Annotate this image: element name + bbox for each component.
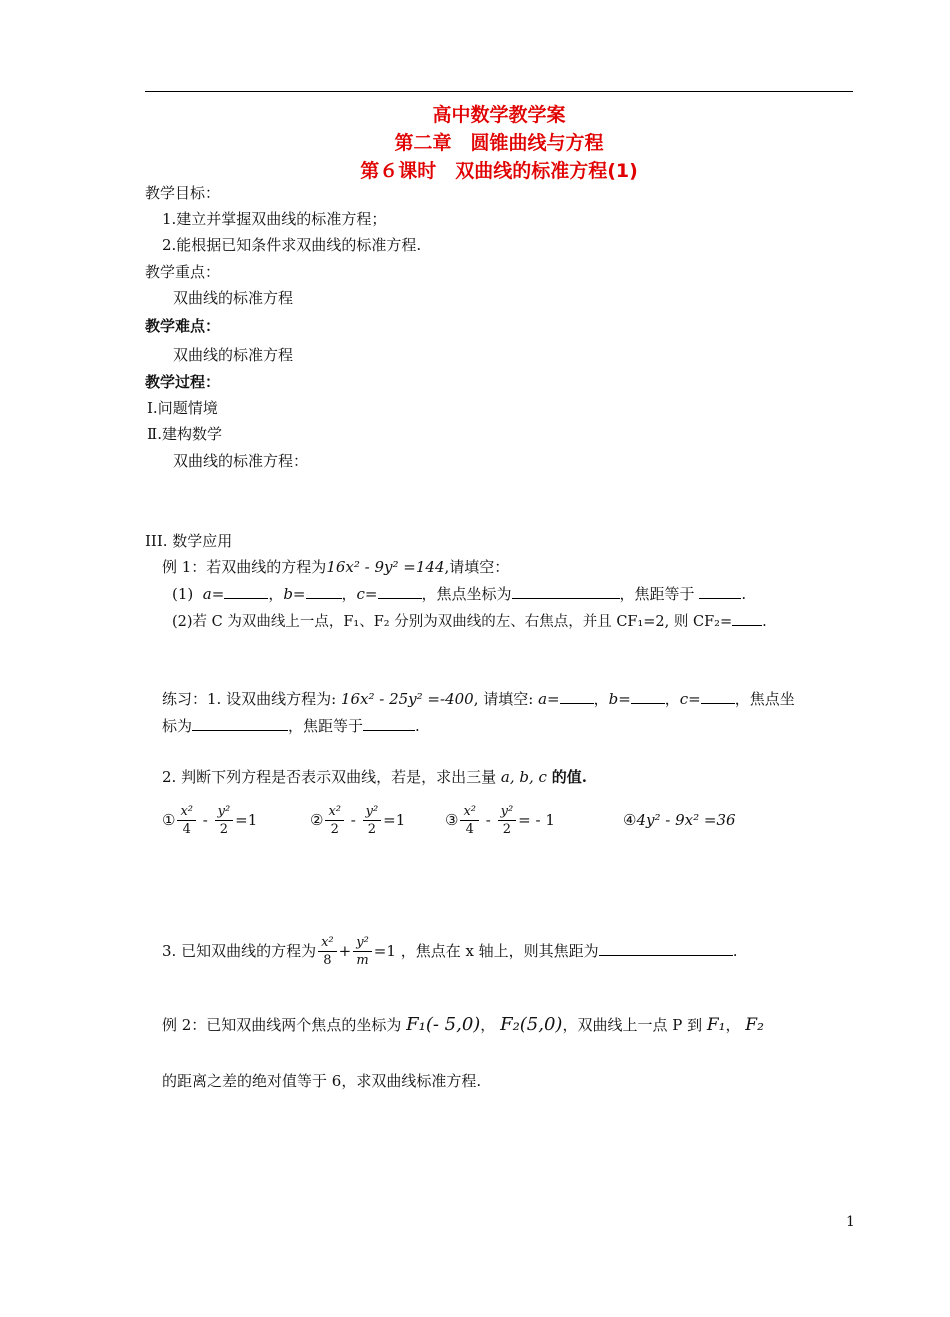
frac-den: 4 <box>182 821 191 837</box>
example-2-line2: 的距离之差的绝对值等于 6，求双曲线标准方程. <box>162 1072 482 1090</box>
exercise-dist-label: ，焦距等于 <box>288 717 364 735</box>
example-2-line1: 例 2：已知双曲线两个焦点的坐标为 F₁(- 5,0)， F₂(5,0)，双曲线上一点 P 到 F₁， F₂ <box>162 1014 764 1035</box>
blank-dist[interactable] <box>699 584 741 599</box>
option-2-mark: ② <box>310 811 324 829</box>
option-3: ③ $\frac{\text{x²}}{4}$ - $\frac{\text{y²}}{2}$ = - 1 <box>445 803 555 837</box>
example-2-mid: ，双曲线上一点 P 到 <box>562 1016 703 1034</box>
exercise-2-end: 的值. <box>551 768 587 786</box>
q1-prefix: (1) <box>172 585 194 603</box>
blank-focus[interactable] <box>512 584 620 599</box>
frac-y2-over-m <box>353 935 372 970</box>
frac-num: y² <box>363 804 382 821</box>
blank-c[interactable] <box>378 584 422 599</box>
difficult-points-content: 双曲线的标准方程 <box>173 346 294 364</box>
example-2-f1: F₁(- 5,0) <box>406 1014 481 1035</box>
exercise-focus-label: 标为 <box>162 717 193 735</box>
example-1-q1: (1) a= ，b= ，c= ，焦点坐标为 ，焦距等于 . <box>172 585 747 603</box>
frac-den: 2 <box>367 821 377 837</box>
exercise-1-equation: 16x² - 25y² =-400 <box>340 690 474 708</box>
key-points-content: 双曲线的标准方程 <box>173 289 294 307</box>
exercise-1-end: . <box>415 717 420 735</box>
frac-num: x² <box>318 935 337 952</box>
exercise-3-end: . <box>732 942 738 960</box>
option-1-mark: ① <box>162 811 176 829</box>
frac-num: x² <box>460 804 479 821</box>
q2-text: (2)若 C 为双曲线上一点，F₁、F₂ 分别为双曲线的左、右焦点，并且 CF₁=2, 则 CF₂= <box>172 614 733 630</box>
frac-num: y² <box>353 935 372 952</box>
option-4-mark: ④ <box>623 811 637 829</box>
exercise-blank-a[interactable] <box>560 689 594 704</box>
exercise-1-mid: , 请填空: <box>473 690 539 708</box>
option-2: ② $\frac{\text{x²}}{2}$ - $\frac{\text{y²}}{2}$ =1 <box>310 803 406 837</box>
q1-c-label: c= <box>356 585 378 603</box>
q1-focus-label: ，焦点坐标为 <box>421 585 512 603</box>
exercise-blank-dist[interactable] <box>363 716 415 731</box>
q2-end: . <box>762 614 767 630</box>
q1-b-label: b= <box>283 585 306 603</box>
title-lesson: 第６课时 双曲线的标准方程(1) <box>360 160 638 182</box>
example-1-q2 <box>172 611 767 632</box>
example-2-f2: F₂(5,0) <box>500 1014 563 1035</box>
frac-den: 2 <box>330 821 339 837</box>
page-number: 1 <box>846 1214 855 1230</box>
exercise-c-label: c= <box>679 690 701 708</box>
section-2: Ⅱ.建构数学 <box>147 425 222 443</box>
exercise-1-line2 <box>162 716 420 736</box>
exercise-2-vars: a, b, c <box>500 768 547 786</box>
exercise-b-label: b= <box>608 690 631 708</box>
exercise-blank-focus[interactable] <box>192 716 288 731</box>
frac-x2-over-4 <box>460 804 479 839</box>
frac-den: 8 <box>323 952 332 968</box>
frac-den: 2 <box>502 821 512 837</box>
title-chapter: 第二章 圆锥曲线与方程 <box>394 132 604 154</box>
q1-end: . <box>741 585 747 603</box>
exercise-blank-c[interactable] <box>701 689 735 704</box>
goals-label: 教学目标： <box>145 184 221 202</box>
option-4-equation: 4y² - 9x² =36 <box>636 811 736 829</box>
frac-num: y² <box>215 804 234 821</box>
q1-a-label: a= <box>202 585 225 603</box>
exercise-2-text: 2. 判断下列方程是否表示双曲线，若是，求出三量 <box>162 768 497 786</box>
header-rule <box>145 91 853 92</box>
q1-dist-label: ，焦距等于 <box>619 585 695 603</box>
exercise-3-prefix: 3. 已知双曲线的方程为 <box>162 942 317 960</box>
exercise-3-mid: ，焦点在 x 轴上，则其焦距为 <box>400 942 599 960</box>
blank-cf2[interactable] <box>732 611 762 626</box>
title-course: 高中数学教学案 <box>432 104 566 126</box>
exercise-1-tail: ，焦点坐 <box>734 690 795 708</box>
frac-y2-over-2 <box>363 804 382 839</box>
frac-x2-over-4 <box>177 804 196 839</box>
frac-den: 2 <box>219 821 229 837</box>
example-2-f2b: F₂ <box>745 1015 764 1035</box>
exercise-1-prefix: 练习：1. 设双曲线方程为: <box>162 690 337 708</box>
frac-x2-over-2 <box>325 804 344 839</box>
exercise-3-line: 3. 已知双曲线的方程为 $\frac{\text{x²}}{8}$ + $\frac{\text{y²}}{m}$ =1 ，焦点在 x 轴上，则其焦距为 . <box>162 934 738 968</box>
section-2-content: 双曲线的标准方程： <box>173 452 309 470</box>
goal-item-2: 2.能根据已知条件求双曲线的标准方程. <box>162 236 422 254</box>
example-1-equation: 16x² - 9y² =144 <box>326 558 445 576</box>
key-points-label: 教学重点： <box>145 263 221 281</box>
option-3-rhs: = - 1 <box>518 811 555 829</box>
frac-num: x² <box>325 804 344 821</box>
difficult-points-label: 教学难点： <box>145 317 221 335</box>
frac-num: x² <box>177 804 196 821</box>
option-2-rhs: =1 <box>383 811 406 829</box>
blank-b[interactable] <box>306 584 342 599</box>
example-1-intro: 例 1：若双曲线的方程为 <box>162 558 327 576</box>
section-3: III. 数学应用 <box>145 532 233 550</box>
frac-y2-over-2 <box>215 804 234 839</box>
blank-a[interactable] <box>224 584 268 599</box>
frac-y2-over-2 <box>498 804 517 839</box>
option-1: ① $\frac{\text{x²}}{4}$ - $\frac{\text{y²}}{2}$ =1 <box>162 803 258 837</box>
frac-den: m <box>356 952 369 968</box>
frac-x2-over-8 <box>318 935 337 970</box>
example-1-line <box>162 557 509 577</box>
frac-den: 4 <box>465 821 474 837</box>
example-2-intro: 例 2：已知双曲线两个焦点的坐标为 <box>162 1016 402 1034</box>
option-1-rhs: =1 <box>235 811 258 829</box>
example-2-f1b: F₁ <box>706 1015 726 1035</box>
section-1: Ⅰ.问题情境 <box>147 399 218 417</box>
exercise-1-line1: 练习：1. 设双曲线方程为: 16x² - 25y² =-400, 请填空: a= ，b= ，c= ，焦点坐 <box>162 690 795 708</box>
frac-num: y² <box>498 804 517 821</box>
option-4 <box>623 798 736 842</box>
example-1-tail: ,请填空： <box>444 558 510 576</box>
exercise-3-rhs: =1 <box>373 942 396 960</box>
exercise-3-blank[interactable] <box>599 941 733 956</box>
exercise-a-label: a= <box>538 690 560 708</box>
exercise-2-line <box>162 767 587 787</box>
option-3-mark: ③ <box>445 811 459 829</box>
process-label: 教学过程： <box>145 373 221 391</box>
goal-item-1: 1.建立并掌握双曲线的标准方程； <box>162 210 387 228</box>
exercise-blank-b[interactable] <box>631 689 665 704</box>
